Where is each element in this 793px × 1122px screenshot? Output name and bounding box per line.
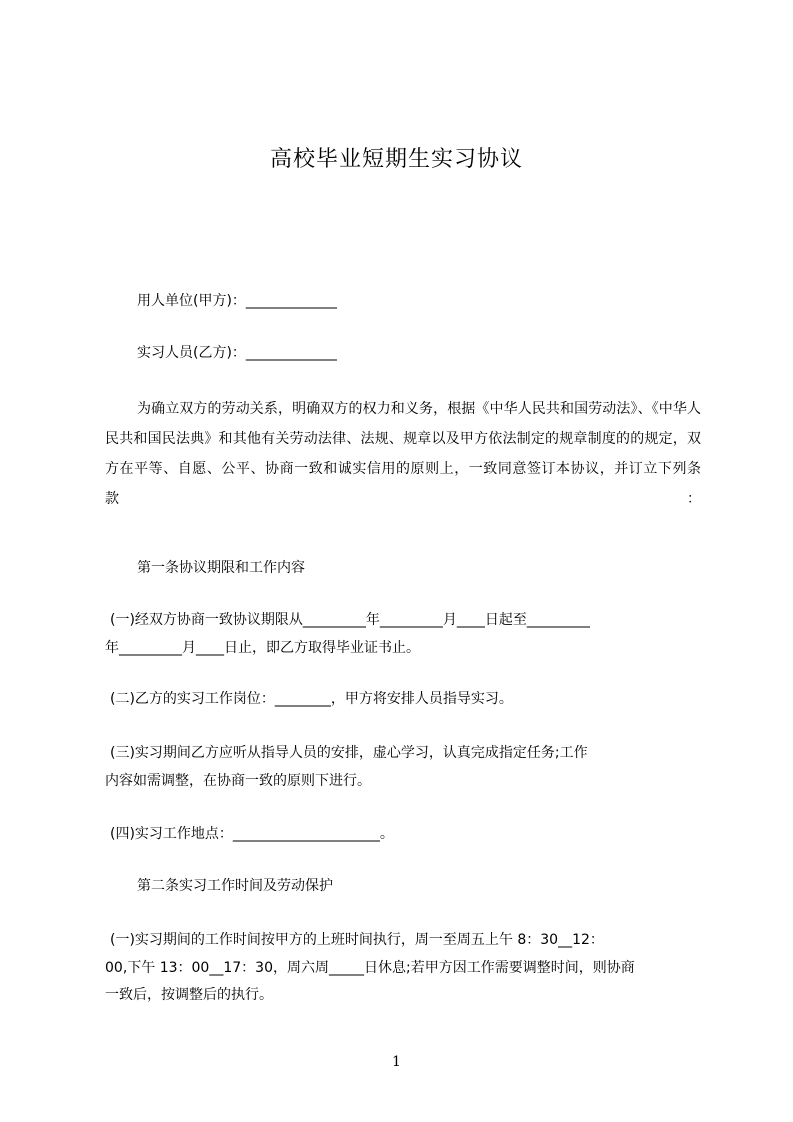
article1-item3-line2: 内容如需调整，在协商一致的原则下进行。 xyxy=(105,773,371,789)
article2-item1-line2: 00,下午 13：00__17：30，周六周_____日休息;若甲方因工作需要调整时间，则协商 xyxy=(105,960,635,976)
document-title: 高校毕业短期生实习协议 xyxy=(269,147,523,172)
article1-item3-line1: (三)实习期间乙方应听从指导人员的安排，虚心学习，认真完成指定任务;工作 xyxy=(110,745,588,761)
article2-item1-line1: (一)实习期间的工作时间按甲方的上班时间执行，周一至周五上午 8：30__12： xyxy=(110,932,604,948)
employer-line: 用人单位(甲方)：_____________ xyxy=(137,293,337,309)
article1-item1-line1: (一)经双方协商一致协议期限从_________年_________月____日起至_________ xyxy=(110,612,590,628)
article1-heading: 第一条协议期限和工作内容 xyxy=(137,560,305,576)
article1-item2: (二)乙方的实习工作岗位：________，甲方将安排人员指导实习。 xyxy=(110,691,513,707)
article2-item1-line3: 一致后，按调整后的执行。 xyxy=(105,987,273,1003)
article2-heading: 第二条实习工作时间及劳动保护 xyxy=(137,878,333,894)
page-number: 1 xyxy=(392,1054,401,1070)
article1-item4: (四)实习工作地点：_____________________。 xyxy=(110,826,394,842)
intern-line: 实习人员(乙方)：_____________ xyxy=(137,345,337,361)
article1-item1-line2: 年_________月____日止，即乙方取得毕业证书止。 xyxy=(105,640,420,656)
preamble-paragraph: 为确立双方的劳动关系，明确双方的权力和义务，根据《中华人民共和国劳动法》、《中华人民共和国民法典》和其他有关劳动法律、法规、规章以及甲方依法制定的规章制度的的规定，双方在平等、自愿、公平、协商一致和诚实信用的原则上，一致同意签订本协议，并订立下列条款： xyxy=(105,401,701,507)
